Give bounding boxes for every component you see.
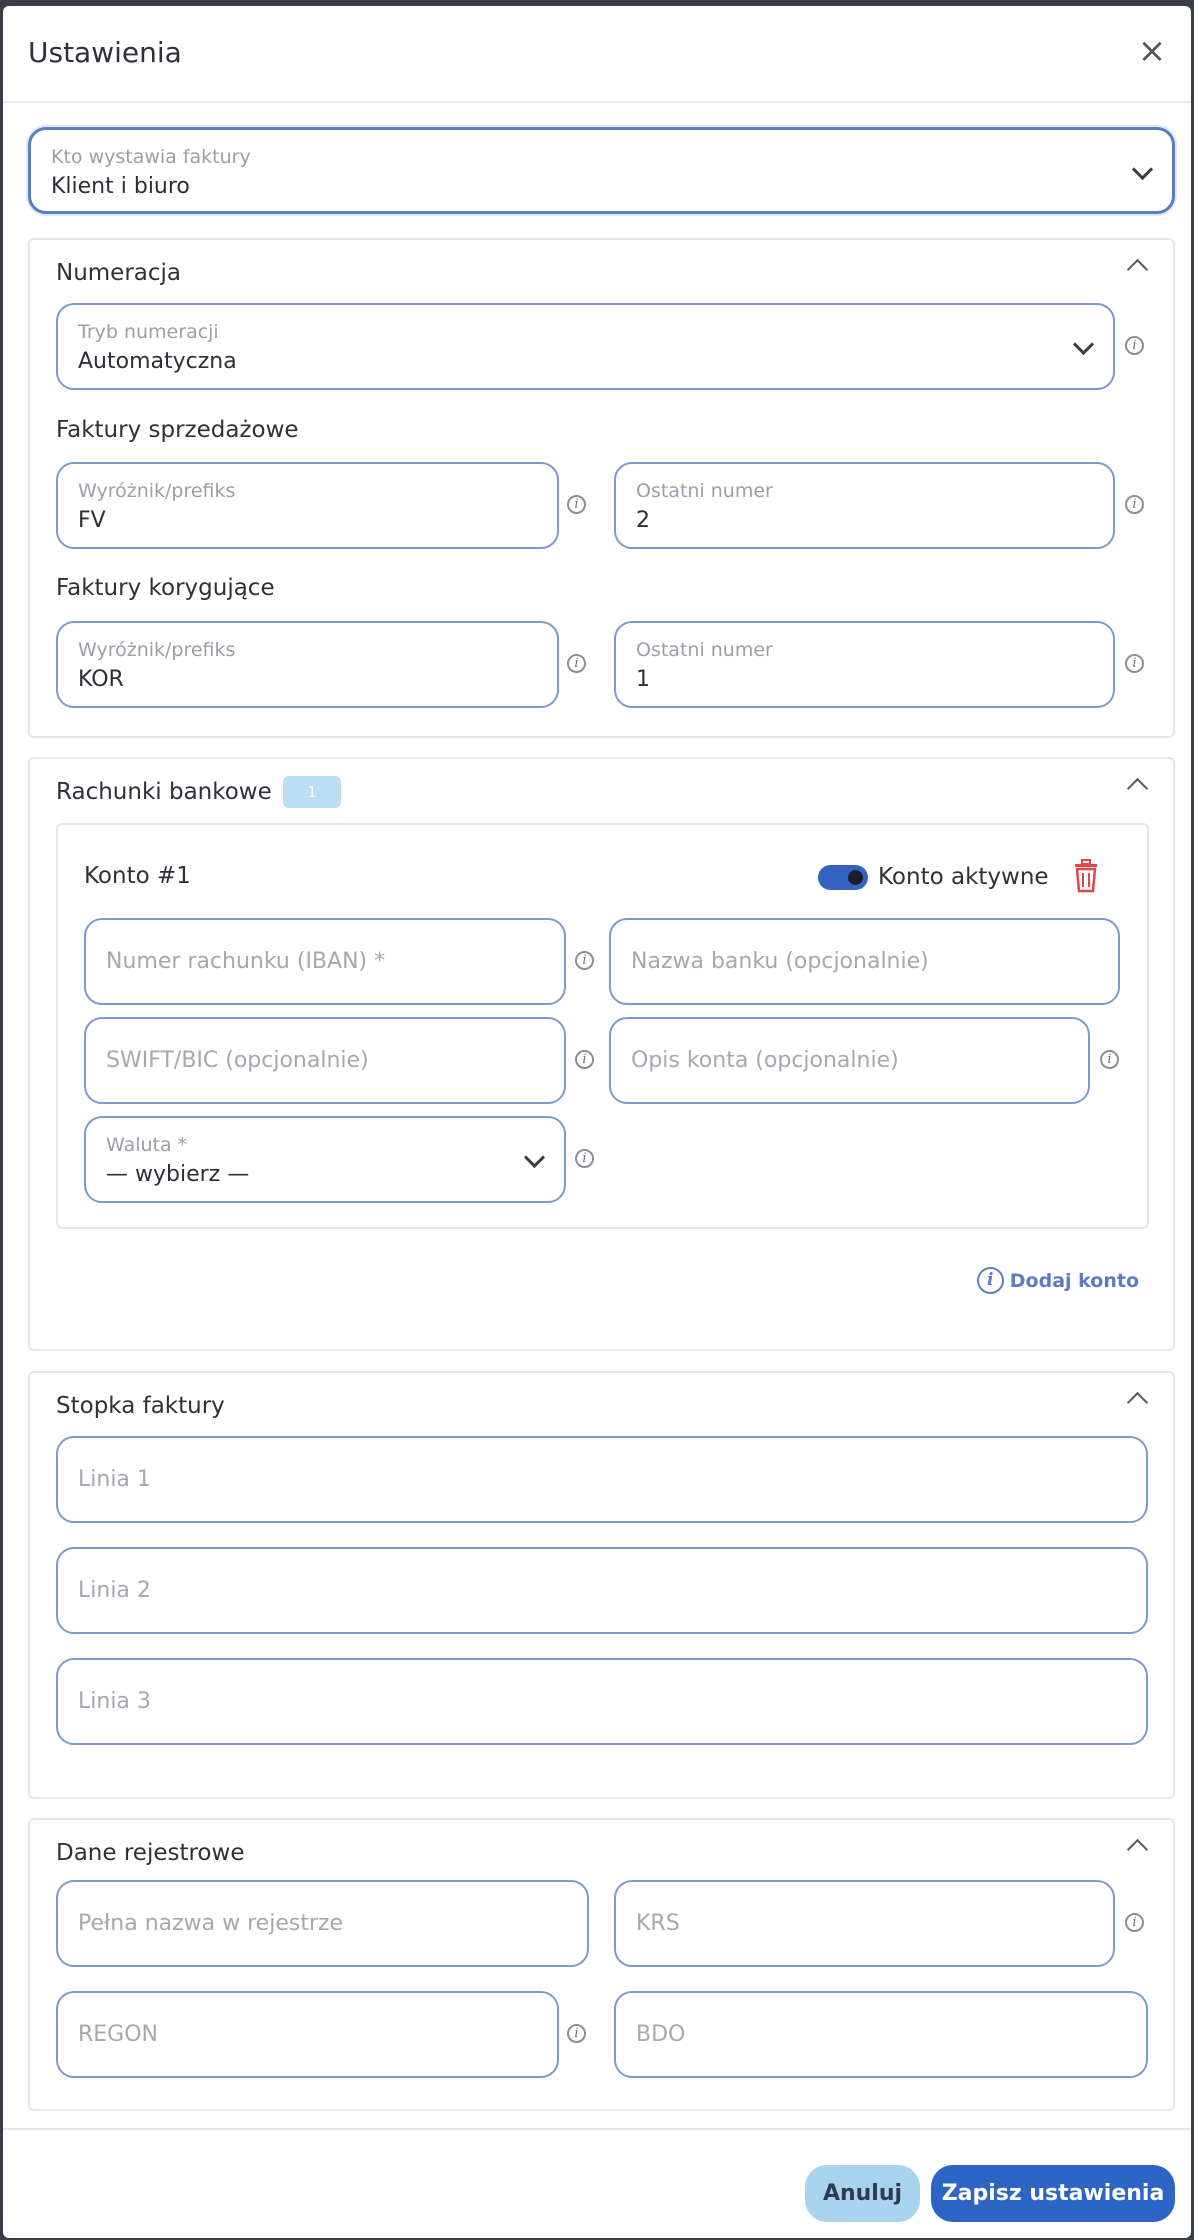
invoice-footer-title: Stopka faktury — [56, 1393, 225, 1419]
numbering-mode-value: Automatyczna — [78, 349, 237, 374]
regon-input[interactable] — [56, 1991, 559, 2078]
numbering-mode-label: Tryb numeracji — [78, 321, 219, 343]
bank-accounts-section — [28, 757, 1175, 1351]
footer-line-2-placeholder: Linia 2 — [78, 1578, 151, 1603]
footer-line-1-placeholder: Linia 1 — [78, 1467, 151, 1492]
modal-title: Ustawienia — [28, 36, 182, 69]
krs-input[interactable] — [614, 1880, 1115, 1967]
chevron-up-icon[interactable] — [1127, 259, 1148, 280]
registry-data-title: Dane rejestrowe — [56, 1840, 245, 1866]
toggle-knob — [848, 870, 863, 885]
invoice-footer-section — [28, 1371, 1175, 1799]
chevron-down-icon — [524, 1147, 545, 1168]
regon-placeholder: REGON — [78, 2022, 159, 2047]
issuer-value: Klient i biuro — [51, 174, 190, 199]
chevron-down-icon — [1073, 334, 1094, 355]
info-icon: i — [977, 1267, 1004, 1294]
issuer-label: Kto wystawia faktury — [51, 146, 251, 168]
info-icon[interactable]: i — [567, 654, 586, 673]
currency-select[interactable] — [84, 1116, 566, 1203]
bdo-placeholder: BDO — [636, 2022, 686, 2047]
swift-input[interactable] — [84, 1017, 566, 1104]
info-icon[interactable]: i — [575, 951, 594, 970]
sales-prefix-field[interactable] — [56, 462, 559, 549]
footer-line-2-input[interactable] — [56, 1547, 1148, 1634]
info-icon[interactable]: i — [1125, 336, 1144, 355]
info-icon[interactable]: i — [1125, 495, 1144, 514]
bdo-input[interactable] — [614, 1991, 1148, 2078]
bank-accounts-title: Rachunki bankowe — [56, 779, 272, 805]
info-icon[interactable]: i — [567, 2024, 586, 2043]
add-account-label: Dodaj konto — [1009, 1269, 1139, 1292]
sales-last-number-label: Ostatni numer — [636, 480, 773, 502]
modal-footer — [3, 2128, 1191, 2240]
info-icon[interactable]: i — [567, 495, 586, 514]
correction-last-number-field[interactable] — [614, 621, 1115, 708]
info-icon[interactable]: i — [575, 1050, 594, 1069]
registry-fullname-placeholder: Pełna nazwa w rejestrze — [78, 1911, 344, 1936]
correction-prefix-label: Wyróżnik/prefiks — [78, 639, 236, 661]
correction-last-number-label: Ostatni numer — [636, 639, 773, 661]
account-description-placeholder: Opis konta (opcjonalnie) — [631, 1048, 899, 1073]
iban-input[interactable] — [84, 918, 566, 1005]
info-icon[interactable]: i — [1125, 654, 1144, 673]
correction-invoices-title: Faktury korygujące — [56, 575, 275, 601]
iban-placeholder: Numer rachunku (IBAN) * — [106, 949, 386, 974]
registry-fullname-input[interactable] — [56, 1880, 589, 1967]
account-title: Konto #1 — [84, 863, 191, 889]
account-active-label: Konto aktywne — [878, 864, 1049, 890]
correction-last-number-value: 1 — [636, 667, 650, 692]
currency-label: Waluta * — [106, 1134, 188, 1156]
save-settings-button[interactable]: Zapisz ustawienia — [931, 2165, 1175, 2222]
add-account-button[interactable] — [977, 1267, 1139, 1294]
info-icon[interactable]: i — [575, 1149, 594, 1168]
cancel-button[interactable]: Anuluj — [805, 2165, 920, 2222]
trash-icon[interactable] — [1072, 859, 1100, 893]
registry-data-section — [28, 1818, 1175, 2111]
account-active-toggle[interactable] — [818, 865, 868, 890]
numbering-title: Numeracja — [56, 260, 182, 286]
accounts-count-badge: 1 — [283, 776, 341, 808]
account-card — [56, 823, 1149, 1229]
swift-placeholder: SWIFT/BIC (opcjonalnie) — [106, 1048, 369, 1073]
numbering-mode-select[interactable] — [56, 303, 1115, 390]
sales-prefix-value: FV — [78, 508, 106, 533]
chevron-down-icon — [1132, 159, 1153, 180]
footer-line-1-input[interactable] — [56, 1436, 1148, 1523]
sales-last-number-value: 2 — [636, 508, 650, 533]
chevron-up-icon[interactable] — [1127, 778, 1148, 799]
correction-prefix-value: KOR — [78, 667, 124, 692]
currency-value: — wybierz — — [106, 1162, 250, 1187]
close-icon[interactable]: × — [1137, 31, 1167, 71]
account-description-input[interactable] — [609, 1017, 1090, 1104]
krs-placeholder: KRS — [636, 1911, 680, 1936]
numbering-section — [28, 238, 1175, 738]
chevron-up-icon[interactable] — [1127, 1839, 1148, 1860]
chevron-up-icon[interactable] — [1127, 1392, 1148, 1413]
info-icon[interactable]: i — [1125, 1913, 1144, 1932]
info-icon[interactable]: i — [1100, 1050, 1119, 1069]
modal-header — [3, 6, 1191, 103]
bank-name-placeholder: Nazwa banku (opcjonalnie) — [631, 949, 929, 974]
sales-invoices-title: Faktury sprzedażowe — [56, 417, 299, 443]
bank-name-input[interactable] — [609, 918, 1120, 1005]
settings-modal — [3, 6, 1191, 2238]
correction-prefix-field[interactable] — [56, 621, 559, 708]
footer-line-3-input[interactable] — [56, 1658, 1148, 1745]
issuer-select[interactable] — [28, 127, 1175, 214]
sales-prefix-label: Wyróżnik/prefiks — [78, 480, 236, 502]
footer-line-3-placeholder: Linia 3 — [78, 1689, 151, 1714]
sales-last-number-field[interactable] — [614, 462, 1115, 549]
